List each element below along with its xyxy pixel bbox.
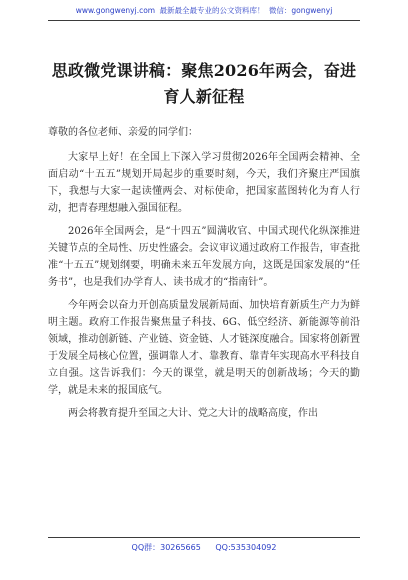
document-title: 思政微党课讲稿：聚焦2026年两会，奋进育人新征程 [51,61,357,106]
header-divider [48,20,360,21]
paragraph-3: 今年两会以奋力开创高质量发展新局面、加快培育新质生产力为鲜明主题。政府工作报告聚焦量子科技、6G、低空经济、新能源等前沿领域，推动创新链、产业链、资金链、人才链深度融合。国家将创新置于发展全局核心位置，强调靠人才、靠教育、靠青年实现高水平科技自立自强。这告诉我们：今天的课堂，就是明天的创新战场；今天的勤学，就是未来的报国底气。 [48,300,360,396]
header-site-link[interactable]: www.gongwenyj.com [75,6,156,15]
header-wechat: 微信：gongwenyj [268,6,333,15]
header-slogan: 最新最全最专业的公文资料库！ [159,6,265,15]
page-header [0,6,408,16]
paragraph-1: 大家早上好！在全国上下深入学习贯彻2026年全国两会精神、全面启动“十五五”规划开局起步的重要时刻，今天，我们齐聚庄严国旗下，我想与大家一起读懂两会、对标使命，把国家蓝图转化为育人行动，把青春理想融入强国征程。 [48,152,360,214]
document-body [48,124,360,532]
footer-qq-group: QQ群：30265665 [131,543,201,552]
page-footer [0,542,408,554]
paragraph-2: 2026年全国两会，是“十四五”圆满收官、中国式现代化纵深推进关键节点的全局性、历史性盛会。会议审议通过政府工作报告，审查批准“十五五”规划纲要，明确未来五年发展方向，这既是国家发展的“任务书”，也是我们办学育人、读书成才的“指南针”。 [48,226,360,288]
paragraph-4: 两会将教育提升至国之大计、党之大计的战略高度，作出 [68,408,318,419]
footer-divider [48,537,360,538]
greeting-line: 尊敬的各位老师、亲爱的同学们： [48,127,198,138]
footer-qq-contact: QQ:535304092 [215,543,277,552]
